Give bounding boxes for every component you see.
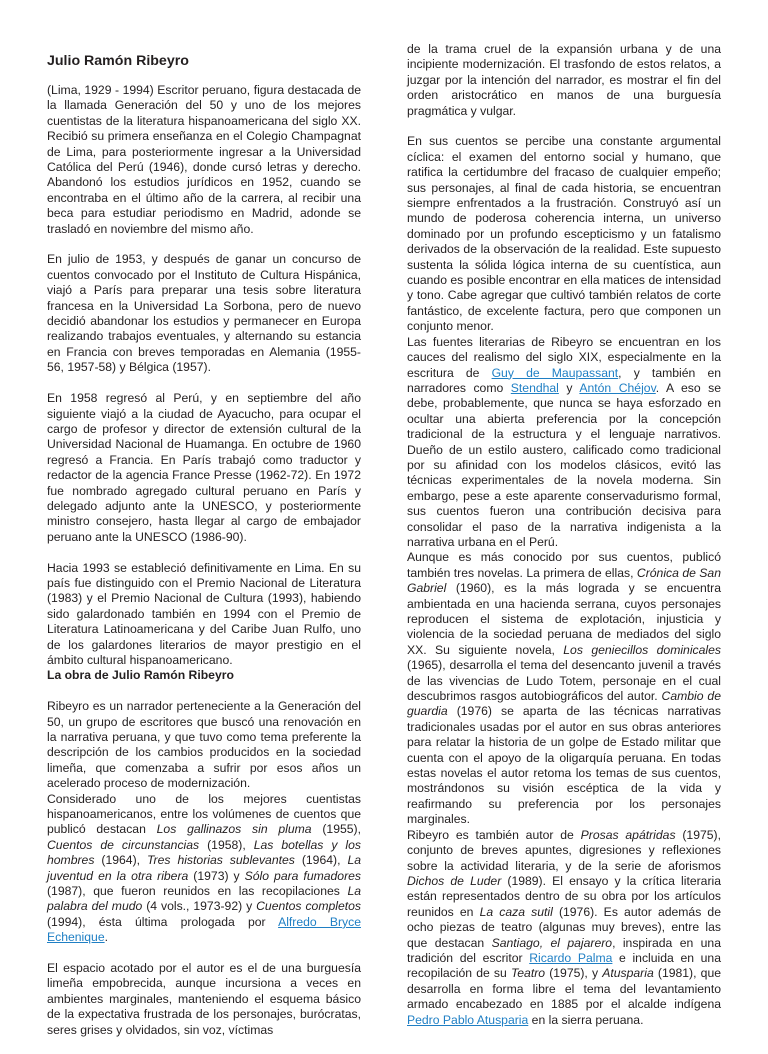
paragraph-generacion-50: Ribeyro es un narrador perteneciente a la Generación del 50, un grupo de escritores que buscó una renovación en la narrativa peruana, y que tuvo como tema preferente la descripción de los cambios producidos en la sociedad limeña, que comenzaba a sufrir por esos años un acelerado proceso de modernización. [47,699,361,791]
book-title: Cambio de guardia [407,689,721,719]
paragraph-biography-intro: (Lima, 1929 - 1994) Escritor peruano, figura destacada de la llamada Generación del 50 y uno de los mejores cuentistas de la literatura hispanoamericana del siglo XX. Recibió su primera enseñanza en el Colegio Champagnat de Lima, para posteriormente ingresar a la Universidad Católica del Perú (1946), donde cursó letras y derecho. Abandonó los estudios jurídicos en 1952, cuando se encontraba en el último año de la carrera, al recibir una beca para estudiar periodismo en Madrid, adonde se trasladó en noviembre del mismo año. [47,83,361,236]
paragraph-cuentos-list: Considerado uno de los mejores cuentistas hispanoamericanos, entre los volúmenes de cuentos que publicó destacan Los gallinazos sin pluma (1955), Cuentos de circunstancias (1958), Las botellas y los hombres (1964), Tres historias sublevantes (1964), La juventud en la otra ribera (1973) y Sólo para fumadores (1987), que fueron reunidos en las recopilaciones La palabra del mudo (4 vols., 1973-92) y Cuentos completos (1994), ésta última prologada por Alfredo Bryce Echenique. [47,791,362,945]
paragraph-novelas: Aunque es más conocido por sus cuentos, publicó también tres novelas. La primera de ellas, Crónica de San Gabriel (1960), es la más lograda y se encuentra ambientada en una hacienda serrana, cuyos personajes reproducen el sistema de explotación, injusticia y violencia de la sociedad peruana de mediados del siglo XX. Su siguiente novela, Los geniecillos dominicales (1965), desarrolla el tema del desencanto juvenil a través de las vivencias de Ludo Totem, personaje en el cual descubrimos rasgos autobiográficos del autor. Cambio de guardia (1976) se aparta de las técnicas narrativas tradicionales usadas por el autor en sus obras anteriores para relatar la historia de un golpe de Estado militar que cuenta con el apoyo de la oligarquía peruana. En todas estas novelas el autor retoma los temas de sus cuentos, mostrándonos su visión escéptica de la vida y reafirmando su preferencia por los personajes marginales. [407,550,721,827]
book-title: Atusparia [602,966,654,981]
right-column [407,42,721,1028]
link-maupassant[interactable]: Guy de Maupassant [491,365,619,380]
link-chejov[interactable]: Antón Chéjov [579,380,656,395]
book-title: Prosas apátridas [580,827,676,842]
book-title: Los geniecillos dominicales [563,642,721,657]
book-title: La caza sutil [479,904,553,919]
link-ricardo-palma[interactable]: Ricardo Palma [529,950,613,965]
link-bryce-echenique[interactable]: Alfredo Bryce Echenique [47,914,361,945]
paragraph-trama-cruel: de la trama cruel de la expansión urbana y de una incipiente modernización. El trasfondo de estos relatos, a juzgar por la intención del narrador, es mostrar el fin del orden aristocrático en manos de una burguesía pragmática y vulgar. [407,42,721,118]
page-title: Julio Ramón Ribeyro [47,53,189,69]
book-title: La palabra del mudo [47,884,361,914]
book-title: Dichos de Luder [407,873,502,888]
book-title: Las botellas y los hombres [47,837,361,868]
book-title: Los gallinazos sin pluma [156,822,312,837]
book-title: Cuentos completos [256,899,361,914]
paragraph-constante-argumental: En sus cuentos se percibe una constante argumental cíclica: el examen del entorno social y humano, que ratifica la certidumbre del fracaso de cualquier empeño; sus personajes, al final de cada historia, se encuentran siempre enfrentados a la frustración. Construyó así un mundo de poderosa coherencia interna, un universo dominado por un profundo escepticismo y un fatalismo derivados de la observación de la realidad. Este supuesto sustenta la sólida lógica interna de su cuentística, aun cuando es posible encontrar en ella matices de intensidad y tono. Cabe agregar que cultivó también relatos de corte fantástico, de excelente factura, pero que componen un conjunto menor. [407,134,721,334]
paragraph-return-peru: En 1958 regresó al Perú, y en septiembre del año siguiente viajó a la ciudad de Ayacucho, para ocupar el cargo de profesor y director de extensión cultural de la Universidad Nacional de Huamanga. En octubre de 1960 regresó a Francia. En París trabajó como traductor y redactor de la agencia France Presse (1962-72). En 1972 fue nombrado agregado cultural peruano en París y delegado adjunto ante la UNESCO, y posteriormente ministro consejero, hasta llegar al cargo de embajador peruano ante la UNESCO (1986-90). [47,391,361,544]
link-pedro-pablo-atusparia[interactable]: Pedro Pablo Atusparia [407,1012,529,1027]
paragraph-espacio-acotado: El espacio acotado por el autor es el de una burguesía limeña empobrecida, aunque incursiona a veces en ambientes marginales, manteniendo el esquema básico de la expectativa frustrada de los personajes, burócratas, seres grises y olvidados, sin voz, víctimas [47,961,361,1037]
book-title: Teatro [510,966,546,981]
book-title: Tres historias sublevantes [147,853,295,868]
paragraph-awards: Hacia 1993 se estableció definitivamente en Lima. En su país fue distinguido con el Premio Nacional de Literatura (1983) y el Premio Nacional de Cultura (1993), habiendo sido galardonado también en 1994 con el Premio de Literatura Latinoamericana y del Caribe Juan Rulfo, uno de los galardones literarios de mayor prestigio en el ámbito cultural hispanoamericano. [47,560,361,667]
left-column [47,52,361,1054]
section-heading-obra: La obra de Julio Ramón Ribeyro [47,668,234,683]
book-title: Sólo para fumadores [244,868,362,883]
paragraph-otras-obras: Ribeyro es también autor de Prosas apátridas (1975), conjunto de breves apuntes, digresiones y reflexiones sobre la actividad literaria, y de la serie de aforismos Dichos de Luder (1989). El ensayo y la crítica literaria están representados dentro de su obra por los artículos reunidos en La caza sutil (1976). Es autor además de ocho piezas de teatro (algunas muy breves), entre las que destacan Santiago, el pajarero, inspirada en una tradición del escritor Ricardo Palma e incluida en una recopilación de su Teatro (1975), y Atusparia (1981), que desarrolla en forma libre el tema del levantamiento armado encabezado en 1885 por el alcalde indígena Pedro Pablo Atusparia en la sierra peruana. [407,827,721,1027]
link-stendhal[interactable]: Stendhal [510,380,559,395]
book-title: Crónica de San Gabriel [407,565,721,596]
book-title: Cuentos de circunstancias [47,837,200,852]
paragraph-fuentes-literarias: Las fuentes literarias de Ribeyro se encuentran en los cauces del realismo del siglo XIX, especialmente en la escritura de Guy de Maupassant, y también en narradores como Stendhal y Antón Chéjov. A eso se debe, probablemente, que nunca se haya esforzado en ocultar una abierta preferencia por la concepción tradicional de la estructura y el lenguaje narrativos. Dueño de un estilo austero, calificado como tradicional por su afinidad con los modelos clásicos, evitó las técnicas experimentales de la novela moderna. Sin embargo, pese a este aparente conservadurismo formal, sus cuentos fueron una contribución decisiva para consolidar el paso de la narrativa indigenista a la narrativa urbana en el Perú. [407,334,721,549]
book-title: La juventud en la otra ribera [47,853,361,883]
book-title: Santiago, el pajarero [491,935,613,950]
paragraph-paris: En julio de 1953, y después de ganar un concurso de cuentos convocado por el Instituto de Cultura Hispánica, viajó a París para preparar una tesis sobre literatura francesa en la Universidad La Sorbona, pero de nuevo decidió abandonar los estudios y permanecer en Europa realizando trabajos eventuales, y alternando su estancia en Francia con breves temporadas en Alemania (1955-56, 1957-58) y Bélgica (1957). [47,252,361,375]
